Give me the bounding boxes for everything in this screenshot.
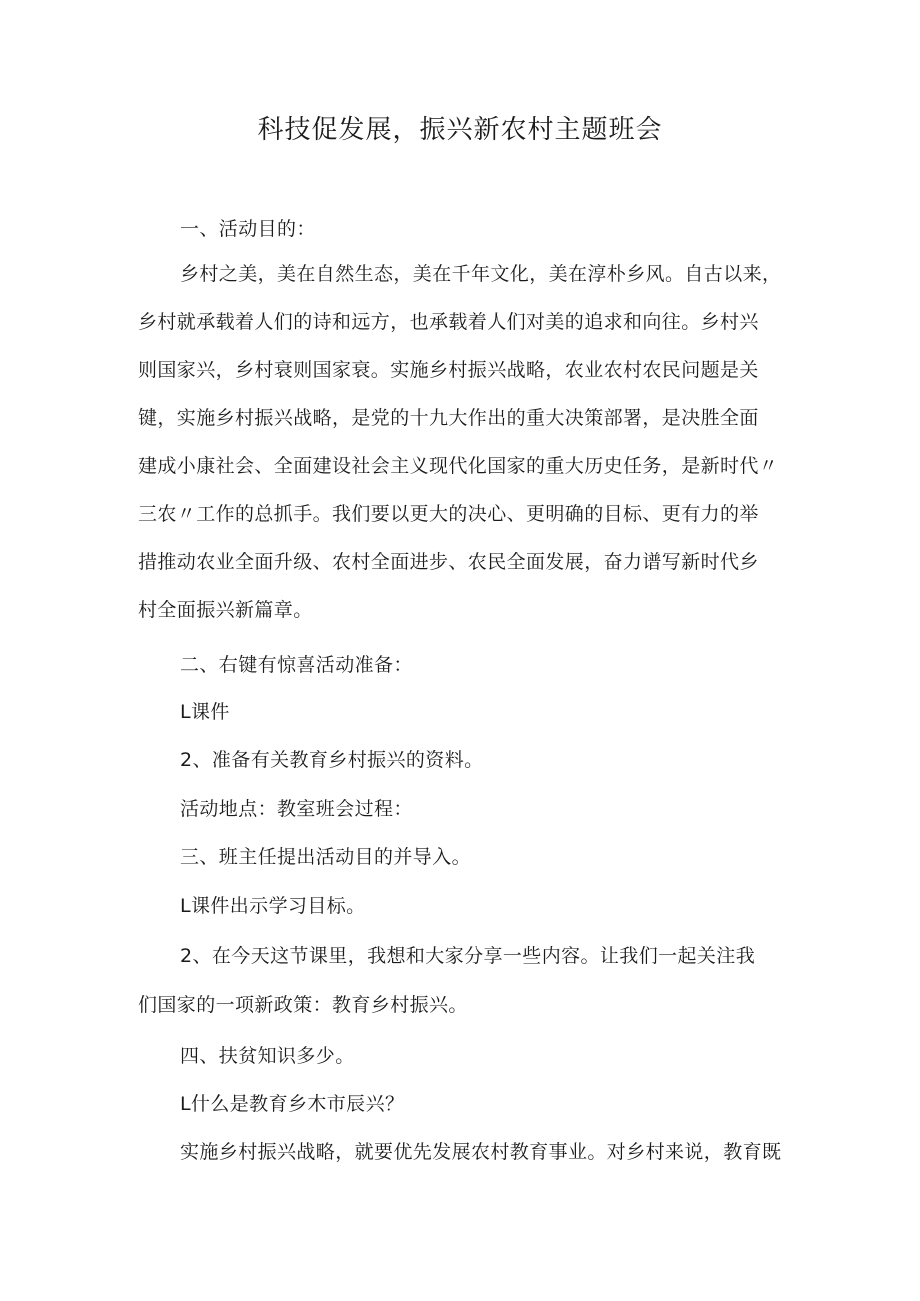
section-heading-knowledge: 四、扶贫知识多少。 [180, 1045, 355, 1067]
list-item: 2、准备有关教育乡村振兴的资料。 [180, 749, 484, 771]
paragraph-line: 键，实施乡村振兴战略，是党的十九大作出的重大决策部署，是决胜全面 [138, 407, 759, 429]
paragraph-line: 乡村之美，美在自然生态，美在千年文化，美在淳朴乡风。自古以来， [180, 263, 782, 285]
paragraph-line: 措推动农业全面升级、农村全面进步、农民全面发展，奋力谱写新时代乡 [138, 551, 759, 573]
paragraph-line: 乡村就承载着人们的诗和远方，也承载着人们对美的追求和向往。乡村兴 [138, 311, 759, 333]
paragraph-line: 村全面振兴新篇章。 [138, 599, 313, 621]
paragraph-line: 则国家兴，乡村衰则国家衰。实施乡村振兴战略，农业农村农民问题是关 [138, 359, 759, 381]
paragraph-line: 三农〃工作的总抓手。我们要以更大的决心、更明确的目标、更有力的举 [138, 503, 759, 525]
document-title: 科技促发展，振兴新农村主题班会 [257, 115, 663, 145]
list-item: L课件 [180, 701, 230, 723]
section-heading-introduction: 三、班主任提出活动目的并导入。 [180, 846, 472, 868]
list-item: L什么是教育乡木市辰兴？ [180, 1093, 405, 1115]
section-heading-objective: 一、活动目的： [180, 218, 316, 240]
paragraph-line: 们国家的一项新政策：教育乡村振兴。 [138, 994, 468, 1016]
list-item: 2、在今天这节课里，我想和大家分享一些内容。让我们一起关注我 [180, 945, 756, 967]
paragraph-line: 建成小康社会、全面建设社会主义现代化国家的重大历史任务，是新时代〃 [138, 455, 779, 477]
section-heading-preparation: 二、右键有惊喜活动准备： [180, 654, 413, 676]
activity-location: 活动地点：教室班会过程： [180, 798, 413, 820]
paragraph-line: 实施乡村振兴战略，就要优先发展农村教育事业。对乡村来说，教育既 [180, 1141, 782, 1163]
list-item: L课件出示学习目标。 [180, 895, 366, 917]
